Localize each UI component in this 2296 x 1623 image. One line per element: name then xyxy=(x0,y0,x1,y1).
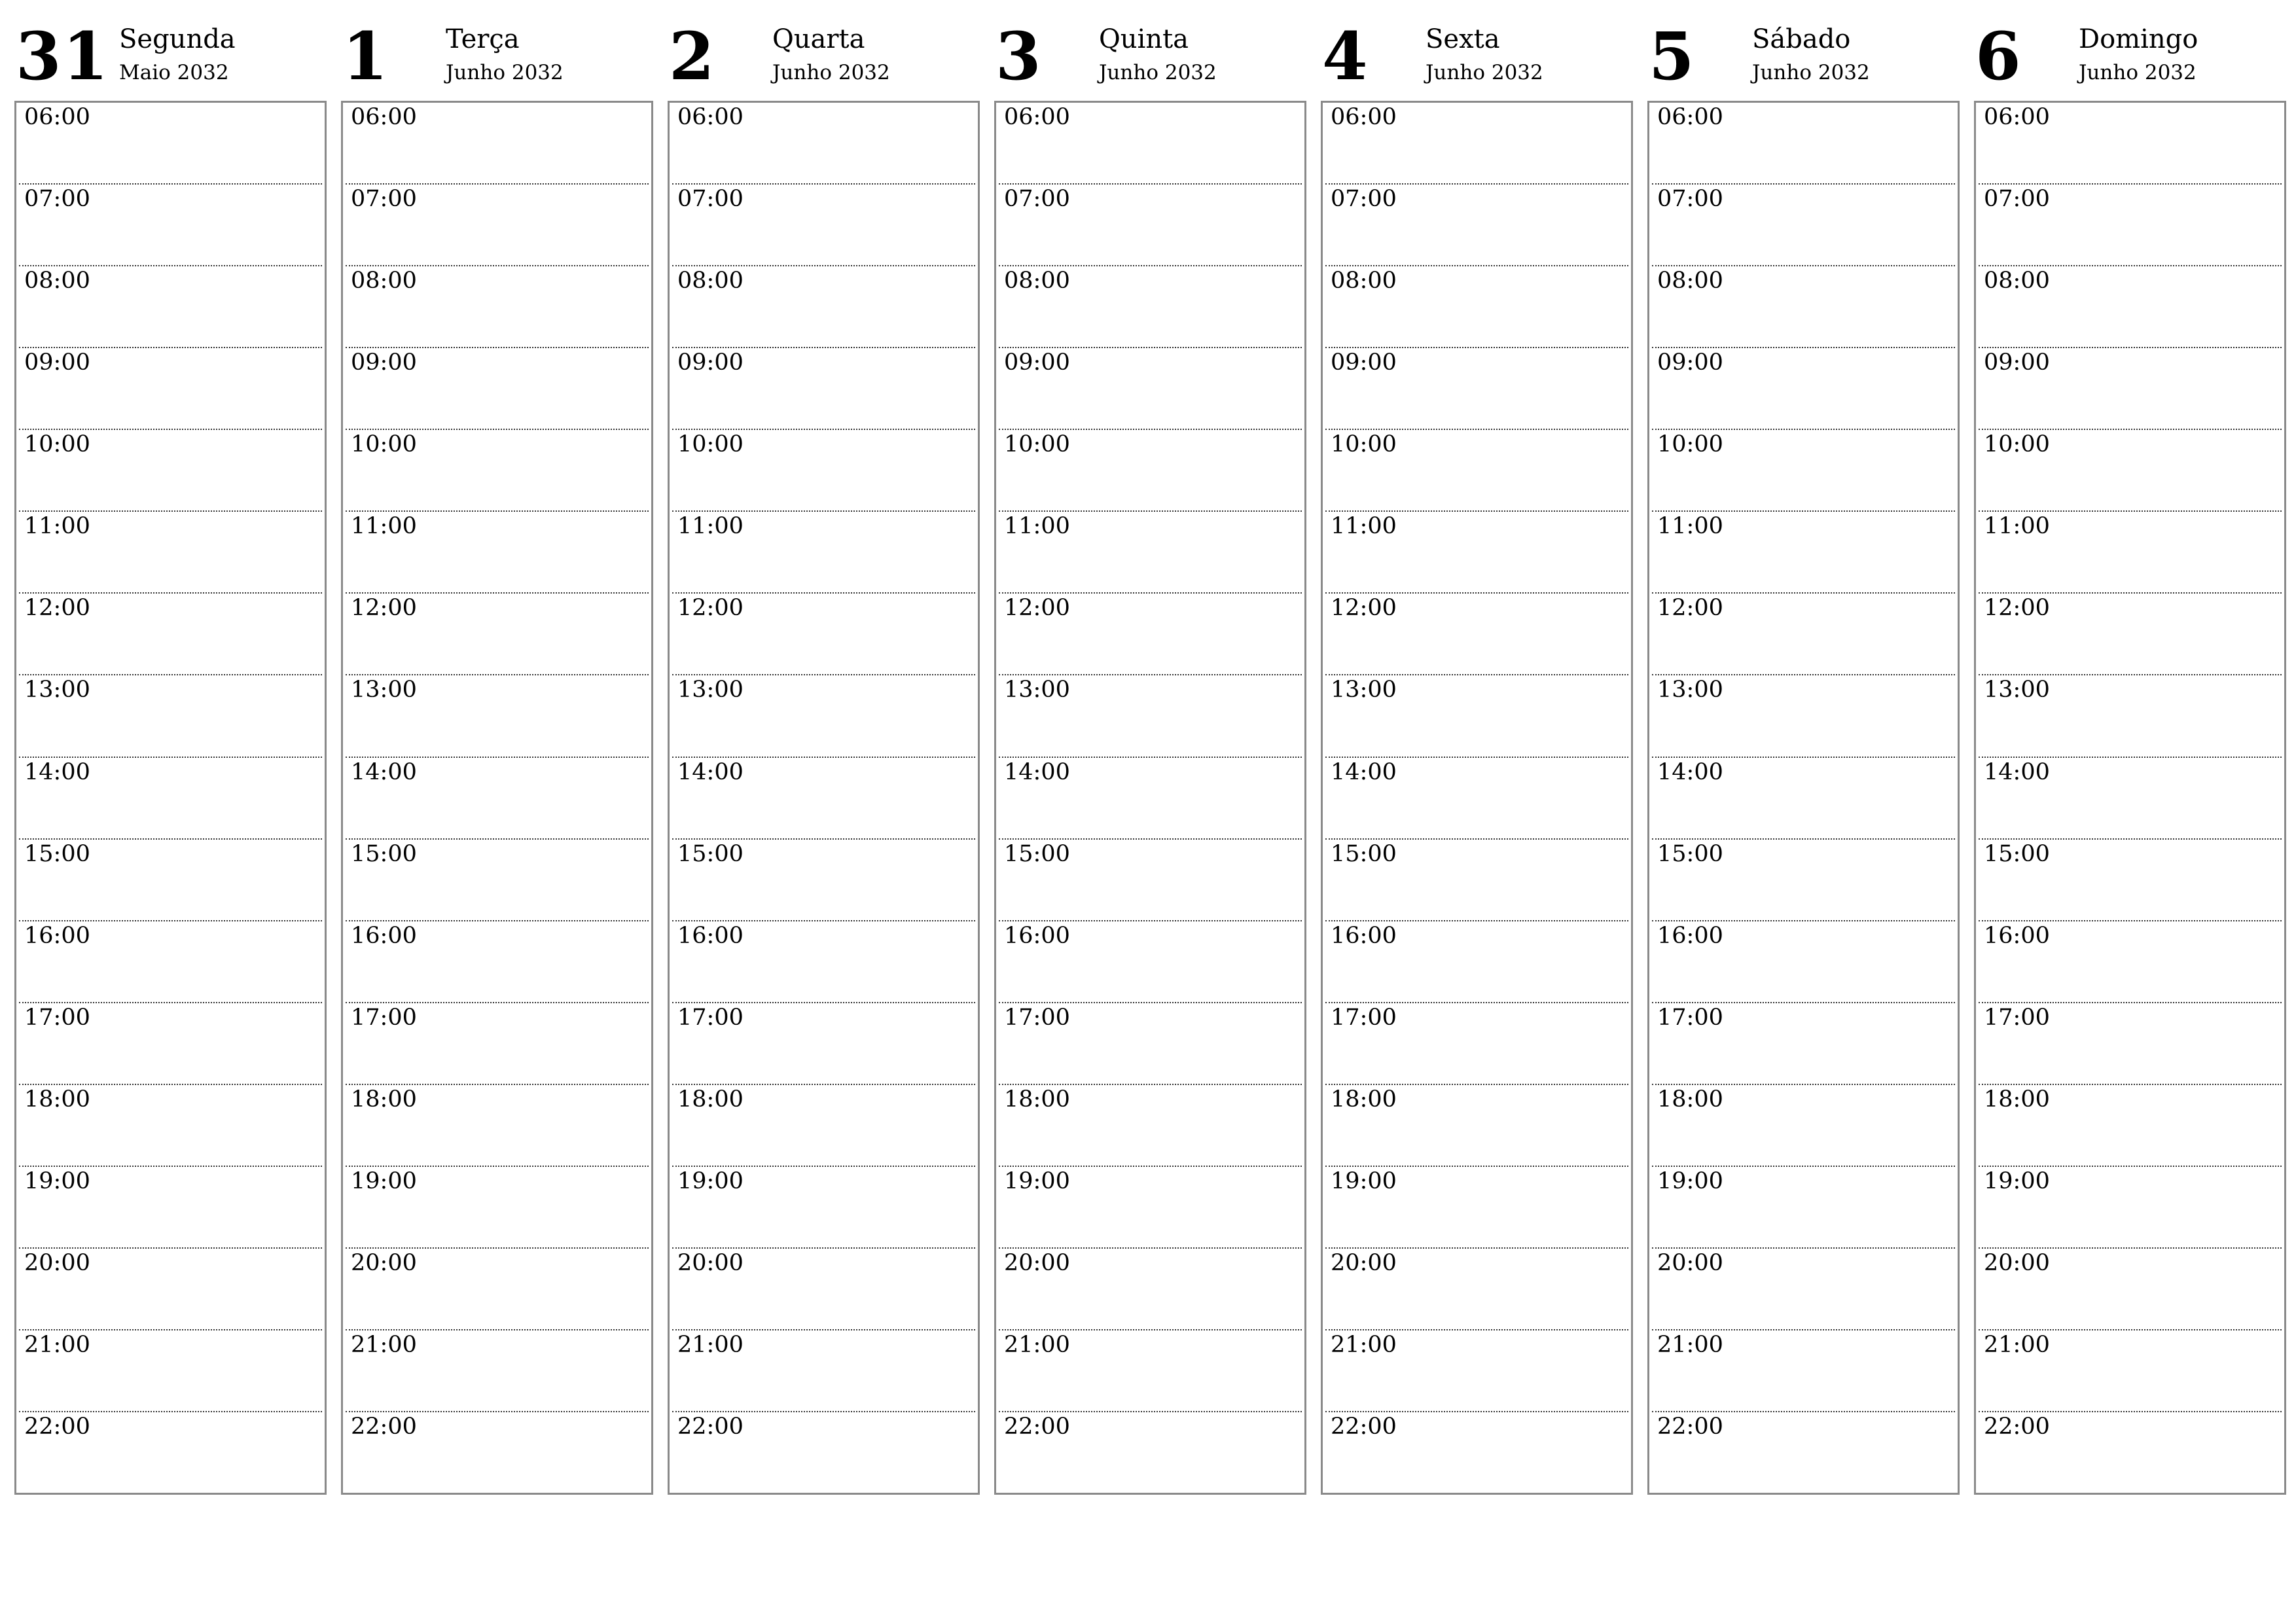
day-name: Quarta xyxy=(772,24,865,54)
hour-label: 11:00 xyxy=(351,513,417,540)
hour-label: 06:00 xyxy=(677,104,744,130)
hour-slot xyxy=(19,675,322,757)
hour-label: 21:00 xyxy=(1004,1331,1070,1358)
hour-label: 17:00 xyxy=(1331,1004,1397,1031)
hour-label: 19:00 xyxy=(351,1168,417,1194)
hour-label: 07:00 xyxy=(24,186,90,213)
hour-slot xyxy=(1652,1249,1955,1330)
hour-label: 16:00 xyxy=(1331,922,1397,949)
hour-slot xyxy=(1652,266,1955,348)
hour-slot xyxy=(672,266,975,348)
hour-slot xyxy=(1652,1003,1955,1085)
hour-slot xyxy=(999,512,1302,594)
hour-slot xyxy=(672,1085,975,1167)
hour-label: 14:00 xyxy=(1984,758,2050,785)
hour-label: 15:00 xyxy=(1004,840,1070,867)
hour-slot xyxy=(1979,512,2282,594)
hour-label: 14:00 xyxy=(1004,758,1070,785)
hour-slot xyxy=(1325,840,1628,921)
hour-label: 17:00 xyxy=(677,1004,744,1031)
hour-slot xyxy=(346,840,649,921)
day-column xyxy=(994,20,1306,1499)
hour-slot xyxy=(1979,1249,2282,1330)
hour-label: 19:00 xyxy=(24,1168,90,1194)
hour-slot xyxy=(1979,103,2282,185)
hour-label: 16:00 xyxy=(1657,922,1723,949)
hour-label: 12:00 xyxy=(351,595,417,622)
hour-label: 14:00 xyxy=(351,758,417,785)
day-name: Quinta xyxy=(1099,24,1189,54)
hour-slot xyxy=(1979,758,2282,840)
hour-label: 20:00 xyxy=(1657,1249,1723,1276)
hour-slot xyxy=(19,921,322,1003)
hour-slot xyxy=(1652,594,1955,675)
hour-slot xyxy=(1979,430,2282,512)
hour-slot xyxy=(999,840,1302,921)
hour-slot xyxy=(1652,675,1955,757)
hour-label: 14:00 xyxy=(1657,758,1723,785)
hour-label: 22:00 xyxy=(1004,1414,1070,1440)
hour-slot xyxy=(1652,1085,1955,1167)
day-number: 5 xyxy=(1649,18,1696,95)
day-header xyxy=(668,20,980,101)
hour-slot xyxy=(346,921,649,1003)
hour-label: 22:00 xyxy=(677,1414,744,1440)
hour-slot xyxy=(1325,1085,1628,1167)
hour-slot xyxy=(1325,1330,1628,1412)
hour-slot xyxy=(672,1249,975,1330)
hour-slot xyxy=(999,266,1302,348)
hour-slot xyxy=(999,1249,1302,1330)
hour-slot xyxy=(1979,1412,2282,1493)
hour-slot xyxy=(346,1412,649,1493)
hour-slot xyxy=(999,675,1302,757)
hour-label: 08:00 xyxy=(1004,268,1070,294)
hour-label: 17:00 xyxy=(24,1004,90,1031)
hour-slot xyxy=(672,921,975,1003)
hour-label: 06:00 xyxy=(1657,104,1723,130)
hour-slot xyxy=(346,758,649,840)
hour-label: 08:00 xyxy=(1331,268,1397,294)
hour-slot xyxy=(1325,266,1628,348)
hour-label: 06:00 xyxy=(1004,104,1070,130)
hour-slots-box xyxy=(668,101,980,1495)
day-column xyxy=(668,20,980,1499)
hour-label: 22:00 xyxy=(351,1414,417,1440)
day-header xyxy=(1974,20,2286,101)
hour-label: 15:00 xyxy=(677,840,744,867)
hour-label: 15:00 xyxy=(1331,840,1397,867)
day-month-year: Junho 2032 xyxy=(1426,61,1543,84)
hour-slot xyxy=(1979,840,2282,921)
hour-slot xyxy=(346,675,649,757)
hour-label: 17:00 xyxy=(351,1004,417,1031)
day-column xyxy=(1321,20,1633,1499)
hour-slot xyxy=(1979,594,2282,675)
hour-slot xyxy=(1325,1003,1628,1085)
hour-slot xyxy=(1652,1330,1955,1412)
hour-slot xyxy=(1979,1330,2282,1412)
hour-label: 16:00 xyxy=(24,922,90,949)
hour-label: 06:00 xyxy=(351,104,417,130)
day-header xyxy=(341,20,653,101)
hour-label: 20:00 xyxy=(351,1249,417,1276)
hour-label: 21:00 xyxy=(1331,1331,1397,1358)
hour-label: 16:00 xyxy=(677,922,744,949)
hour-label: 20:00 xyxy=(677,1249,744,1276)
hour-label: 06:00 xyxy=(1331,104,1397,130)
day-column xyxy=(1647,20,1960,1499)
hour-label: 11:00 xyxy=(1657,513,1723,540)
hour-slot xyxy=(346,594,649,675)
hour-slot xyxy=(999,103,1302,185)
hour-label: 13:00 xyxy=(1984,677,2050,704)
day-month-year: Junho 2032 xyxy=(1099,61,1217,84)
hour-label: 13:00 xyxy=(1331,677,1397,704)
hour-slot xyxy=(672,1330,975,1412)
hour-slot xyxy=(1325,921,1628,1003)
hour-slot xyxy=(672,594,975,675)
day-number: 4 xyxy=(1322,18,1369,95)
hour-label: 09:00 xyxy=(1984,349,2050,376)
hour-slot xyxy=(999,185,1302,266)
hour-label: 19:00 xyxy=(1657,1168,1723,1194)
hour-label: 10:00 xyxy=(677,431,744,458)
day-month-year: Junho 2032 xyxy=(772,61,890,84)
hour-slot xyxy=(19,1412,322,1493)
hour-label: 07:00 xyxy=(1984,186,2050,213)
hour-label: 11:00 xyxy=(1331,513,1397,540)
hour-label: 19:00 xyxy=(1004,1168,1070,1194)
day-month-year: Junho 2032 xyxy=(1752,61,1870,84)
hour-slot xyxy=(19,1330,322,1412)
hour-slot xyxy=(346,512,649,594)
hour-label: 07:00 xyxy=(1004,186,1070,213)
hour-label: 09:00 xyxy=(1331,349,1397,376)
day-header xyxy=(994,20,1306,101)
hour-slot xyxy=(999,758,1302,840)
hour-slot xyxy=(999,348,1302,430)
hour-label: 12:00 xyxy=(677,595,744,622)
hour-slot xyxy=(1979,1085,2282,1167)
hour-label: 19:00 xyxy=(1984,1168,2050,1194)
hour-slot xyxy=(999,430,1302,512)
hour-label: 13:00 xyxy=(1657,677,1723,704)
hour-slot xyxy=(346,1003,649,1085)
hour-slot xyxy=(672,840,975,921)
hour-slot xyxy=(999,1003,1302,1085)
hour-label: 22:00 xyxy=(1657,1414,1723,1440)
hour-label: 19:00 xyxy=(677,1168,744,1194)
hour-label: 13:00 xyxy=(351,677,417,704)
hour-slot xyxy=(1652,921,1955,1003)
day-month-year: Junho 2032 xyxy=(446,61,564,84)
hour-slot xyxy=(1979,185,2282,266)
hour-slot xyxy=(1325,675,1628,757)
hour-slots-box xyxy=(1321,101,1633,1495)
hour-slots-box xyxy=(994,101,1306,1495)
hour-label: 21:00 xyxy=(24,1331,90,1358)
hour-slot xyxy=(1325,1249,1628,1330)
hour-slot xyxy=(19,512,322,594)
hour-label: 14:00 xyxy=(677,758,744,785)
hour-label: 20:00 xyxy=(1984,1249,2050,1276)
hour-slot xyxy=(1979,1003,2282,1085)
hour-slot xyxy=(19,758,322,840)
hour-slot xyxy=(1652,758,1955,840)
hour-label: 10:00 xyxy=(1657,431,1723,458)
hour-slot xyxy=(1325,758,1628,840)
hour-label: 06:00 xyxy=(1984,104,2050,130)
hour-label: 11:00 xyxy=(1984,513,2050,540)
hour-slot xyxy=(672,512,975,594)
hour-slot xyxy=(346,1085,649,1167)
hour-slot xyxy=(1652,430,1955,512)
hour-slot xyxy=(1652,512,1955,594)
hour-label: 17:00 xyxy=(1004,1004,1070,1031)
hour-label: 07:00 xyxy=(351,186,417,213)
day-column xyxy=(341,20,653,1499)
hour-slots-box xyxy=(1647,101,1960,1495)
day-column xyxy=(14,20,327,1499)
day-number: 6 xyxy=(1975,18,2022,95)
hour-label: 22:00 xyxy=(24,1414,90,1440)
day-name: Terça xyxy=(446,24,520,54)
hour-slot xyxy=(19,840,322,921)
hour-slot xyxy=(672,348,975,430)
hour-slot xyxy=(999,1167,1302,1249)
hour-slot xyxy=(1979,921,2282,1003)
hour-slot xyxy=(1325,185,1628,266)
hour-slot xyxy=(1325,103,1628,185)
hour-label: 08:00 xyxy=(1657,268,1723,294)
hour-slot xyxy=(346,348,649,430)
hour-label: 10:00 xyxy=(24,431,90,458)
hour-label: 15:00 xyxy=(351,840,417,867)
hour-label: 13:00 xyxy=(1004,677,1070,704)
hour-slot xyxy=(672,1167,975,1249)
hour-label: 11:00 xyxy=(677,513,744,540)
hour-label: 11:00 xyxy=(1004,513,1070,540)
day-month-year: Junho 2032 xyxy=(2079,61,2197,84)
hour-label: 07:00 xyxy=(1657,186,1723,213)
hour-slot xyxy=(1325,594,1628,675)
hour-slot xyxy=(672,675,975,757)
hour-slot xyxy=(999,921,1302,1003)
hour-label: 09:00 xyxy=(351,349,417,376)
hour-label: 21:00 xyxy=(677,1331,744,1358)
hour-slot xyxy=(1979,675,2282,757)
hour-label: 08:00 xyxy=(677,268,744,294)
hour-label: 15:00 xyxy=(1657,840,1723,867)
hour-slot xyxy=(19,348,322,430)
hour-slot xyxy=(1652,1167,1955,1249)
hour-label: 12:00 xyxy=(1657,595,1723,622)
hour-slot xyxy=(346,185,649,266)
hour-slot xyxy=(346,103,649,185)
hour-slot xyxy=(19,430,322,512)
hour-label: 10:00 xyxy=(1331,431,1397,458)
hour-label: 18:00 xyxy=(1004,1086,1070,1113)
hour-label: 16:00 xyxy=(351,922,417,949)
hour-label: 08:00 xyxy=(24,268,90,294)
hour-slot xyxy=(672,758,975,840)
hour-slot xyxy=(1325,348,1628,430)
hour-label: 10:00 xyxy=(1004,431,1070,458)
hour-slot xyxy=(19,594,322,675)
hour-label: 15:00 xyxy=(24,840,90,867)
hour-label: 18:00 xyxy=(1331,1086,1397,1113)
day-number: 3 xyxy=(996,18,1043,95)
hour-slot xyxy=(1325,1167,1628,1249)
day-header xyxy=(1321,20,1633,101)
hour-slot xyxy=(672,1003,975,1085)
hour-label: 06:00 xyxy=(24,104,90,130)
day-name: Domingo xyxy=(2079,24,2198,54)
day-number: 31 xyxy=(16,18,110,95)
hour-label: 14:00 xyxy=(1331,758,1397,785)
hour-slot xyxy=(1652,1412,1955,1493)
hour-label: 21:00 xyxy=(1657,1331,1723,1358)
hour-label: 13:00 xyxy=(677,677,744,704)
hour-label: 12:00 xyxy=(1984,595,2050,622)
hour-label: 20:00 xyxy=(1331,1249,1397,1276)
hour-label: 13:00 xyxy=(24,677,90,704)
hour-slot xyxy=(999,1085,1302,1167)
hour-label: 08:00 xyxy=(351,268,417,294)
hour-label: 08:00 xyxy=(1984,268,2050,294)
hour-slots-box xyxy=(341,101,653,1495)
hour-slot xyxy=(1652,348,1955,430)
hour-label: 18:00 xyxy=(24,1086,90,1113)
hour-label: 20:00 xyxy=(24,1249,90,1276)
day-header xyxy=(14,20,327,101)
hour-label: 21:00 xyxy=(1984,1331,2050,1358)
hour-label: 10:00 xyxy=(1984,431,2050,458)
hour-label: 14:00 xyxy=(24,758,90,785)
hour-slot xyxy=(999,1412,1302,1493)
hour-label: 20:00 xyxy=(1004,1249,1070,1276)
hour-label: 17:00 xyxy=(1657,1004,1723,1031)
hour-slot xyxy=(19,1167,322,1249)
hour-slot xyxy=(346,1167,649,1249)
hour-slot xyxy=(19,1085,322,1167)
hour-label: 11:00 xyxy=(24,513,90,540)
hour-label: 09:00 xyxy=(677,349,744,376)
day-number: 2 xyxy=(669,18,716,95)
hour-slot xyxy=(19,1003,322,1085)
hour-slot xyxy=(672,430,975,512)
hour-label: 12:00 xyxy=(24,595,90,622)
hour-label: 18:00 xyxy=(351,1086,417,1113)
hour-label: 09:00 xyxy=(1004,349,1070,376)
hour-slots-box xyxy=(14,101,327,1495)
hour-slot xyxy=(672,103,975,185)
hour-slot xyxy=(1979,348,2282,430)
hour-slot xyxy=(1652,103,1955,185)
day-header xyxy=(1647,20,1960,101)
hour-slot xyxy=(19,1249,322,1330)
weekly-planner xyxy=(14,20,2286,1499)
hour-label: 16:00 xyxy=(1004,922,1070,949)
hour-label: 17:00 xyxy=(1984,1004,2050,1031)
hour-label: 18:00 xyxy=(1984,1086,2050,1113)
hour-slot xyxy=(1979,266,2282,348)
hour-label: 18:00 xyxy=(1657,1086,1723,1113)
hour-label: 22:00 xyxy=(1331,1414,1397,1440)
day-column xyxy=(1974,20,2286,1499)
hour-slot xyxy=(999,1330,1302,1412)
hour-slot xyxy=(1325,512,1628,594)
hour-label: 18:00 xyxy=(677,1086,744,1113)
day-name: Segunda xyxy=(119,24,236,54)
hour-label: 07:00 xyxy=(1331,186,1397,213)
hour-slot xyxy=(999,594,1302,675)
hour-label: 10:00 xyxy=(351,431,417,458)
day-month-year: Maio 2032 xyxy=(119,61,229,84)
hour-slot xyxy=(19,266,322,348)
hour-label: 19:00 xyxy=(1331,1168,1397,1194)
hour-slot xyxy=(346,1249,649,1330)
hour-label: 21:00 xyxy=(351,1331,417,1358)
hour-label: 07:00 xyxy=(677,186,744,213)
hour-slot xyxy=(1325,430,1628,512)
hour-label: 09:00 xyxy=(1657,349,1723,376)
hour-slot xyxy=(1652,185,1955,266)
hour-slot xyxy=(1979,1167,2282,1249)
hour-slots-box xyxy=(1974,101,2286,1495)
day-name: Sábado xyxy=(1752,24,1851,54)
hour-slot xyxy=(346,430,649,512)
hour-slot xyxy=(672,1412,975,1493)
hour-label: 09:00 xyxy=(24,349,90,376)
hour-label: 22:00 xyxy=(1984,1414,2050,1440)
hour-slot xyxy=(346,266,649,348)
hour-label: 16:00 xyxy=(1984,922,2050,949)
hour-slot xyxy=(672,185,975,266)
hour-slot xyxy=(346,1330,649,1412)
day-name: Sexta xyxy=(1426,24,1500,54)
hour-slot xyxy=(19,103,322,185)
hour-slot xyxy=(1652,840,1955,921)
hour-label: 15:00 xyxy=(1984,840,2050,867)
day-number: 1 xyxy=(342,18,389,95)
hour-label: 12:00 xyxy=(1004,595,1070,622)
hour-slot xyxy=(1325,1412,1628,1493)
hour-label: 12:00 xyxy=(1331,595,1397,622)
hour-slot xyxy=(19,185,322,266)
